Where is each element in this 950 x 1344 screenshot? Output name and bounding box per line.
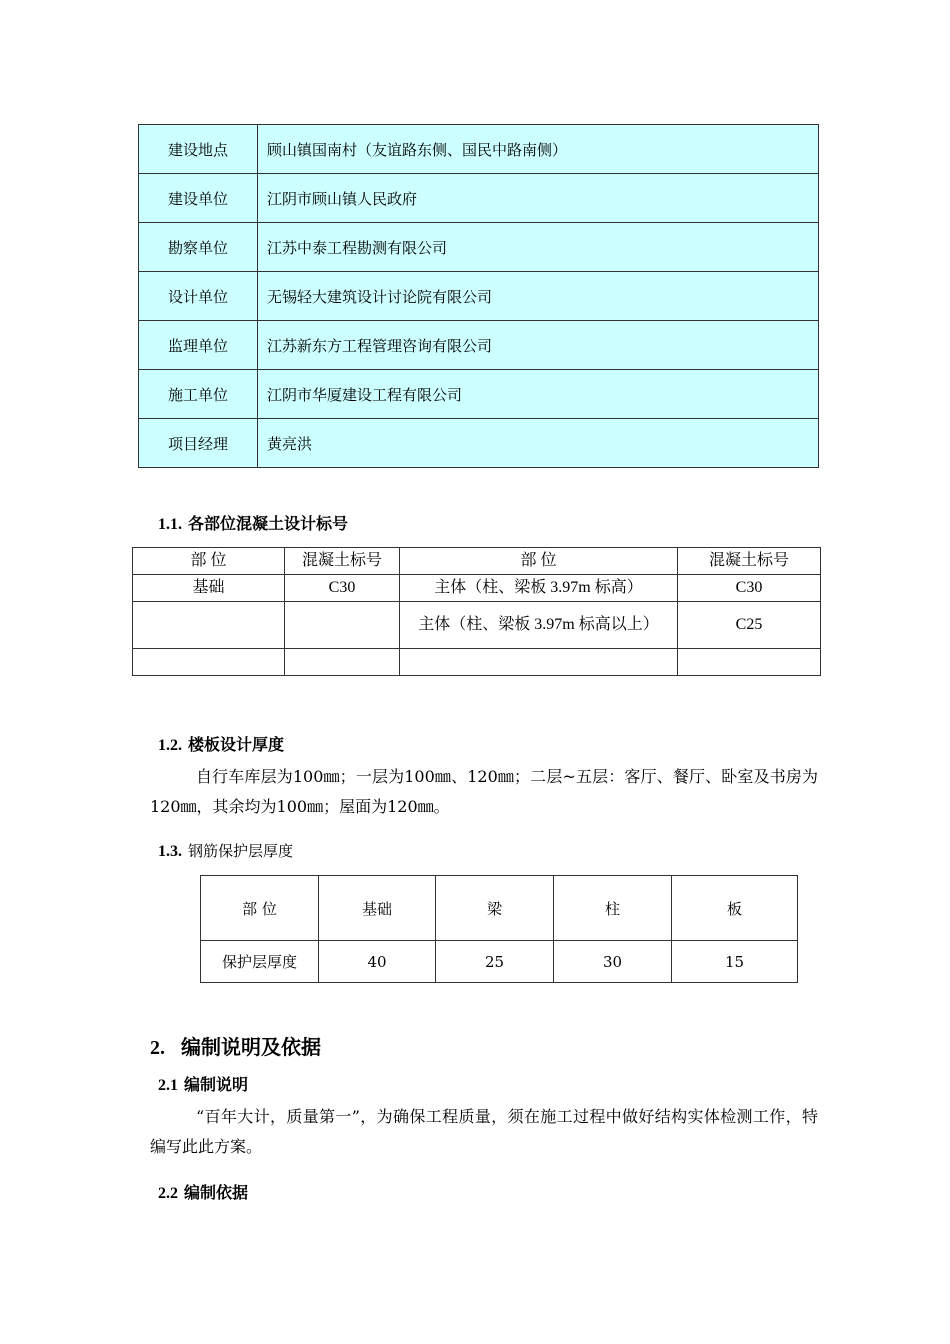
table-row xyxy=(139,370,819,419)
info-value: 黄亮洪 xyxy=(258,419,819,468)
table-cell: C30 xyxy=(678,575,821,602)
info-label: 项目经理 xyxy=(139,419,258,468)
info-label: 勘察单位 xyxy=(139,223,258,272)
column-header: 混凝土标号 xyxy=(285,548,400,575)
table-row xyxy=(139,125,819,174)
section-title: 楼板设计厚度 xyxy=(188,735,285,754)
table-cell xyxy=(400,649,678,676)
table-cell xyxy=(285,649,400,676)
table-row xyxy=(133,649,821,676)
table-row xyxy=(139,419,819,468)
slab-thickness-paragraph: 自行车库层为100㎜；一层为100㎜、120㎜；二层~五层：客厅、餐厅、卧室及书房为120㎜，其余均为100㎜；屋面为120㎜。 xyxy=(150,767,818,816)
info-value: 江阴市顾山镇人民政府 xyxy=(258,174,819,223)
table-row xyxy=(139,174,819,223)
section-title: 钢筋保护层厚度 xyxy=(188,842,294,860)
section-number: 2.1 xyxy=(158,1077,178,1094)
section-1-2-heading xyxy=(158,732,284,755)
section-number: 2. xyxy=(150,1037,165,1059)
section-2-heading xyxy=(150,1031,321,1060)
table-cell: 40 xyxy=(319,941,436,983)
info-value: 顾山镇国南村（友谊路东侧、国民中路南侧） xyxy=(258,125,819,174)
section-number: 1.3. xyxy=(158,843,182,860)
info-label: 建设单位 xyxy=(139,174,258,223)
table-row xyxy=(139,223,819,272)
table-cell: 30 xyxy=(554,941,672,983)
info-value: 江苏中泰工程勘测有限公司 xyxy=(258,223,819,272)
section-number: 2.2 xyxy=(158,1185,178,1202)
section-1-3-heading xyxy=(158,840,293,861)
table-row xyxy=(133,602,821,649)
table-row xyxy=(133,575,821,602)
table-cell xyxy=(133,602,285,649)
table-cell xyxy=(285,602,400,649)
column-header: 梁 xyxy=(436,876,554,941)
column-header: 混凝土标号 xyxy=(678,548,821,575)
info-value: 江苏新东方工程管理咨询有限公司 xyxy=(258,321,819,370)
section-title: 编制说明及依据 xyxy=(181,1035,321,1059)
table-cell: C25 xyxy=(678,602,821,649)
section-2-1-heading xyxy=(158,1072,248,1095)
column-header: 基础 xyxy=(319,876,436,941)
table-cell: 15 xyxy=(672,941,798,983)
table-cell: 保护层厚度 xyxy=(201,941,319,983)
table-row xyxy=(201,941,798,983)
section-1-1-heading xyxy=(158,511,348,534)
section-number: 1.1. xyxy=(158,516,182,533)
info-label: 施工单位 xyxy=(139,370,258,419)
table-cell: 主体（柱、梁板 3.97m 标高） xyxy=(400,575,678,602)
table-row xyxy=(139,272,819,321)
section-title: 编制说明 xyxy=(184,1075,249,1094)
table-cell xyxy=(678,649,821,676)
info-value: 江阴市华厦建设工程有限公司 xyxy=(258,370,819,419)
table-cell: 主体（柱、梁板 3.97m 标高以上） xyxy=(400,602,678,649)
section-2-2-heading xyxy=(158,1180,248,1203)
compilation-note-paragraph: “百年大计，质量第一”，为确保工程质量，须在施工过程中做好结构实体检测工作，特编写此此方案。 xyxy=(150,1107,818,1156)
info-value: 无锡轻大建筑设计讨论院有限公司 xyxy=(258,272,819,321)
table-row xyxy=(139,321,819,370)
table-cell: 25 xyxy=(436,941,554,983)
column-header: 柱 xyxy=(554,876,672,941)
info-label: 监理单位 xyxy=(139,321,258,370)
table-header-row xyxy=(133,548,821,575)
info-label: 建设地点 xyxy=(139,125,258,174)
project-info-table xyxy=(138,124,819,468)
rebar-cover-table xyxy=(200,875,798,983)
concrete-grade-table xyxy=(132,547,821,676)
table-cell xyxy=(133,649,285,676)
table-cell: 基础 xyxy=(133,575,285,602)
section-title: 编制依据 xyxy=(184,1183,249,1202)
column-header: 板 xyxy=(672,876,798,941)
section-number: 1.2. xyxy=(158,737,182,754)
table-header-row xyxy=(201,876,798,941)
table-cell: C30 xyxy=(285,575,400,602)
section-title: 各部位混凝土设计标号 xyxy=(188,514,349,533)
info-label: 设计单位 xyxy=(139,272,258,321)
column-header: 部 位 xyxy=(201,876,319,941)
column-header: 部 位 xyxy=(133,548,285,575)
column-header: 部 位 xyxy=(400,548,678,575)
